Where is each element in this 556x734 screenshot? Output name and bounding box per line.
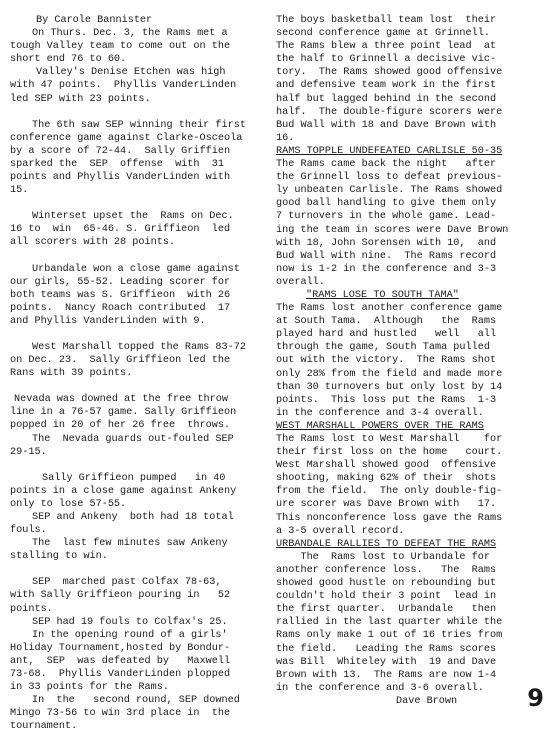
paragraph-colfax: SEP marched past Colfax 78-63, with Sally Griffieon pouring in 52 points. [10,577,231,615]
paragraph-urbandale: Urbandale won a close game against our girls, 55-52. Leading scorer for both teams was S. Griffieon with 26 points. Nancy Roach contributed 17 and Phyllis VanderLinden with 9. [10,263,240,327]
boys-basketball-column [276,14,548,712]
section-heading: RAMS TOPPLE UNDEFEATED CARLISLE 50-35 [276,145,503,157]
section-urbandale: URBANDALE RALLIES TO DEFEAT THE RAMS The Rams lost to Urbandale for another conference loss. The Rams showed good hustle on rebounding but couldn't hold their 3 point lead in the first quarter. Urbandale then rallied in the last quarter while the Rams only make 1 out of 16 tries from the field. Leading the Rams scores was Bill Whiteley with 19 and Dave Brown with 13. The Rams are now 1-4 in the conference and 3-6 overall. [276,538,548,695]
girls-basketball-column [10,14,266,734]
section-heading: "RAMS LOSE TO SOUTH TAMA" [306,289,459,301]
section-heading: URBANDALE RALLIES TO DEFEAT THE RAMS [276,538,497,550]
paragraph-ankeny-fouls: SEP and Ankeny both had 18 total fouls. [10,512,234,537]
page-number: 9 [527,684,544,712]
paragraph-grinnell: The boys basketball team lost their second conference game at Grinnell. The Rams blew a three point lead at the half to Grinnell a decisive vic- tory. The Rams showed good offensive and defensive team work in the first half but lagged behind in the second half. The double-figure scorers were Bud Wall with 18 and Dave Brown with 16. [276,15,503,144]
paragraph-nevada-guards: The Nevada guards out-fouled SEP 29-15. [10,433,234,458]
paragraph-valley: On Thurs. Dec. 3, the Rams met a tough Valley team to come out on the short end 76 to 60. [10,28,231,66]
paragraph-holiday-tournament: SEP had 19 fouls to Colfax's 25. In the opening round of a girls' Holiday Tournament,hosted by Bondur- ant, SEP was defeated by Maxwell 73-68. Phyllis VanderLinden plopped in 33 points for the Rams. [10,616,231,694]
paragraph-nevada: Nevada was downed at the free throw line in a 76-57 game. Sally Griffieon popped in 20 of her 26 free throws. [10,394,237,432]
paragraph-ankeny-stalling: The last few minutes saw Ankeny stalling to win. [10,538,228,563]
byline: By Carole Bannister [36,15,153,26]
section-south-tama: "RAMS LOSE TO SOUTH TAMA" The Rams lost another conference game at South Tama. Although the Rams played hard and hustled well all through the game, South Tama pulled out with the victory. The Rams shot only 28% from the field and made more than 30 turnovers but only lost by 14 points. This loss put the Rams 1-3 in the conference and 3-4 overall. [276,289,548,420]
paragraph-winterset: Winterset upset the Rams on Dec. 16 to win 65-46. S. Griffieon led all scorers with 28 points. [10,211,234,249]
section-west-marshall: WEST MARSHALL POWERS OVER THE RAMS The Rams lost to West Marshall for their first loss on the home court. West Marshall showed good offensive shooting, making 62% of their shots from the field. The only double-fig- ure scorer was Dave Brown with 17. This nonconference loss gave the Rams a 3-5 overall record. [276,420,548,538]
author-signature: Dave Brown [396,695,458,707]
paragraph-west-marshall: West Marshall topped the Rams 83-72 on Dec. 23. Sally Griffieon led the Rans with 39 points. [10,341,246,380]
section-carlisle: RAMS TOPPLE UNDEFEATED CARLISLE 50-35 The Rams came back the night after the Grinnell loss to defeat previous- ly unbeaten Carlisle. The Rams showed good ball handling to give them only 7 turnovers in the whole game. Lead- ing the team in scores were Dave Brown with 18, John Sorensen with 10, and Bud Wall with nine. The Rams record now is 1-2 in the conference and 3-3 overall. [276,145,548,289]
section-heading: WEST MARSHALL POWERS OVER THE RAMS [276,420,484,432]
paragraph-clarke-osceola: The 6th saw SEP winning their first conference game against Clarke-Osceola by a score of 72-44. Sally Griffien sparked the SEP offense with 31 points and Phyllis VanderLinden with 15. [10,119,246,197]
paragraph-etchen: Valley's Denise Etchen was high with 47 points. Phyllis VanderLinden led SEP with 23 points. [10,67,237,105]
paragraph-mingo: In the second round, SEP downed Mingo 73-56 to win 3rd place in the tournament. [10,695,240,733]
paragraph-ankeny: Sally Griffieon pumped in 40 points in a close game against Ankeny only to lose 57-55. [10,472,237,510]
